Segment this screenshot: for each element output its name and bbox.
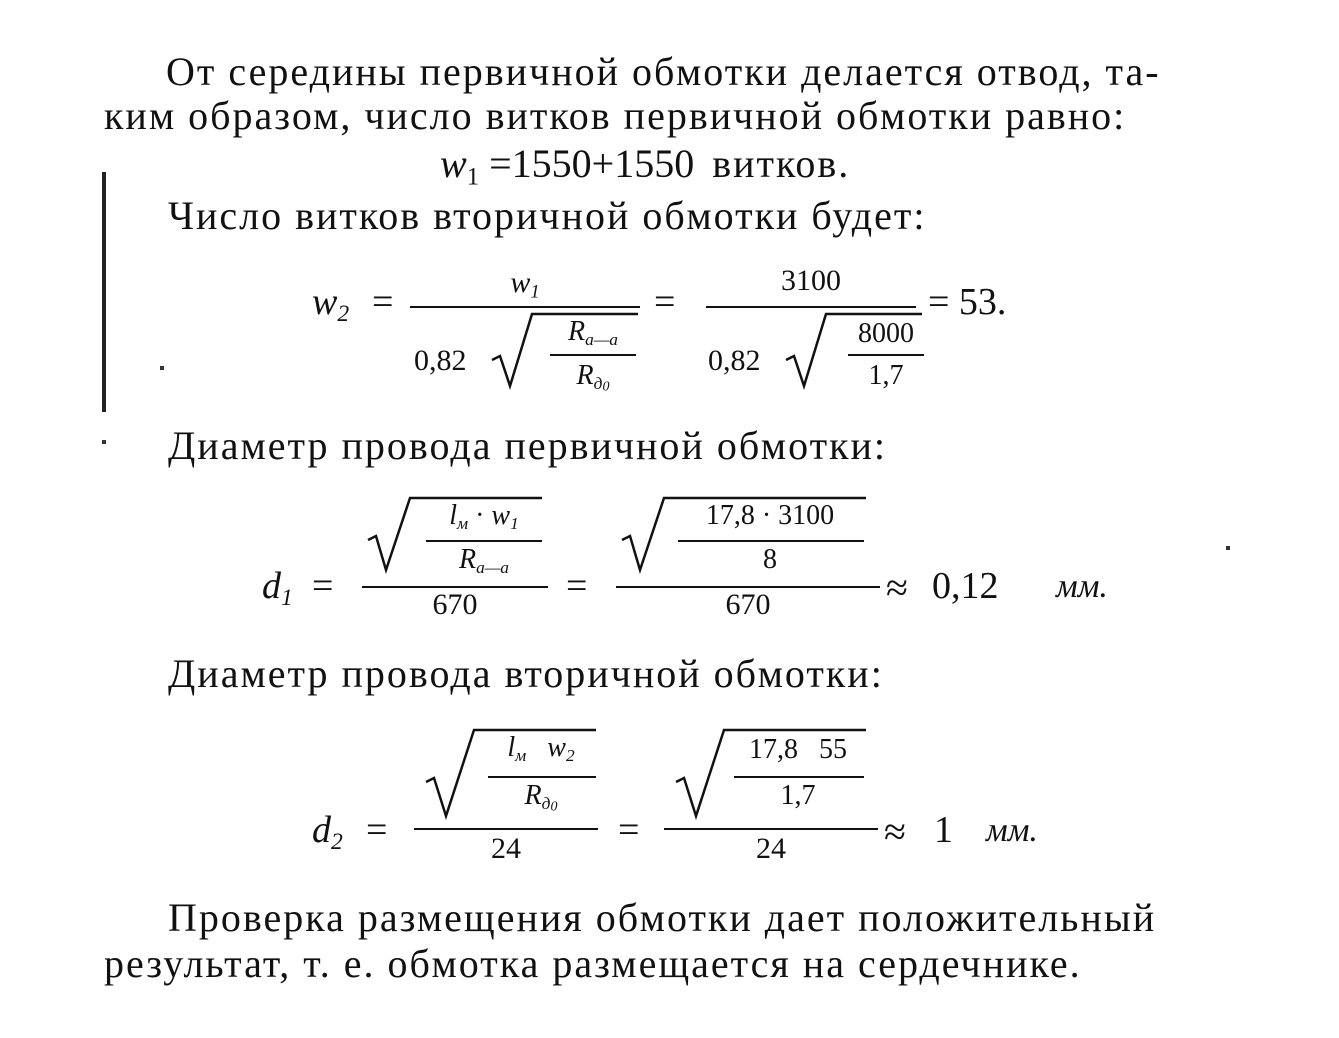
radicand-numerator: $l_м \cdot w_1$ [449, 500, 519, 534]
var-w: w [440, 141, 467, 186]
print-speck [102, 440, 106, 444]
print-speck [160, 366, 164, 370]
lhs: $d_2$ [312, 809, 343, 856]
coefficient: 0,82 [414, 344, 467, 377]
text-line: Диаметр провода вторичной обмотки: [168, 651, 884, 696]
fraction-bar [414, 828, 598, 830]
equation-w1 [440, 140, 850, 191]
margin-bar [102, 172, 106, 412]
result: 0,12 [932, 565, 999, 607]
result: = 53. [928, 281, 1007, 323]
subscript: 1 [466, 163, 480, 191]
text-line: ким образом, число витков первичной обмотки равно: [104, 93, 1127, 138]
lhs: $d_1$ [262, 565, 293, 612]
fraction-bar [848, 354, 924, 356]
text-line: Число витков вторичной обмотки будет: [168, 193, 927, 238]
equals-sign: = [489, 141, 512, 186]
coefficient: 0,82 [708, 344, 761, 377]
denominator: 670 [725, 588, 771, 621]
approx-sign: ≈ [886, 565, 908, 610]
unit: мм. [1056, 568, 1108, 605]
equals-sign: = [654, 281, 676, 323]
fraction-bar [734, 776, 864, 778]
radicand-denominator: 8 [763, 544, 777, 575]
radicand-numerator: 17,8 55 [749, 734, 847, 765]
radicand-numerator: 17,8 · 3100 [705, 500, 835, 531]
fraction-bar [410, 306, 640, 308]
lhs: $w_2$ [312, 281, 350, 328]
denominator: 670 [432, 588, 478, 621]
equals-sign: = [618, 809, 640, 851]
text-line: Проверка размещения обмотки дает положительный [168, 895, 1157, 940]
unit: витков. [712, 141, 851, 186]
equals-sign: = [566, 565, 588, 607]
equals-sign: = [372, 281, 394, 323]
text-line: Диаметр провода первичной обмотки: [168, 423, 888, 468]
text-line: результат, т. е. обмотка размещается на сердечнике. [104, 941, 1082, 986]
fraction-bar [550, 354, 636, 356]
print-speck [1226, 546, 1230, 550]
radicand-denominator: 1,7 [780, 780, 816, 811]
fraction-bar [706, 306, 916, 308]
sum: 1550+1550 [511, 141, 695, 186]
equals-sign: = [312, 565, 334, 607]
fraction-bar [488, 776, 596, 778]
radicand-denominator: $R_{а—а}$ [459, 544, 509, 578]
radicand-denominator: $R_{д0}$ [576, 360, 610, 395]
approx-sign: ≈ [884, 809, 906, 854]
equals-sign: = [366, 809, 388, 851]
result: 1 [934, 809, 953, 851]
denominator: 24 [491, 832, 521, 865]
radicand-numerator: $R_{а—а}$ [568, 316, 618, 350]
numerator: 3100 [781, 264, 841, 297]
fraction-bar [426, 540, 542, 542]
text-line: От середины первичной обмотки делается отвод, та- [166, 49, 1161, 94]
fraction-bar [664, 828, 878, 830]
fraction-bar [678, 540, 864, 542]
numerator: $w_1$ [510, 266, 540, 303]
radicand-denominator: 1,7 [868, 360, 904, 391]
unit: мм. [986, 812, 1038, 849]
radicand-denominator: $R_{д0}$ [524, 780, 558, 815]
denominator: 24 [756, 832, 786, 865]
radicand-numerator: 8000 [858, 318, 914, 349]
radicand-numerator: $l_м$ $w_2$ [507, 732, 575, 766]
